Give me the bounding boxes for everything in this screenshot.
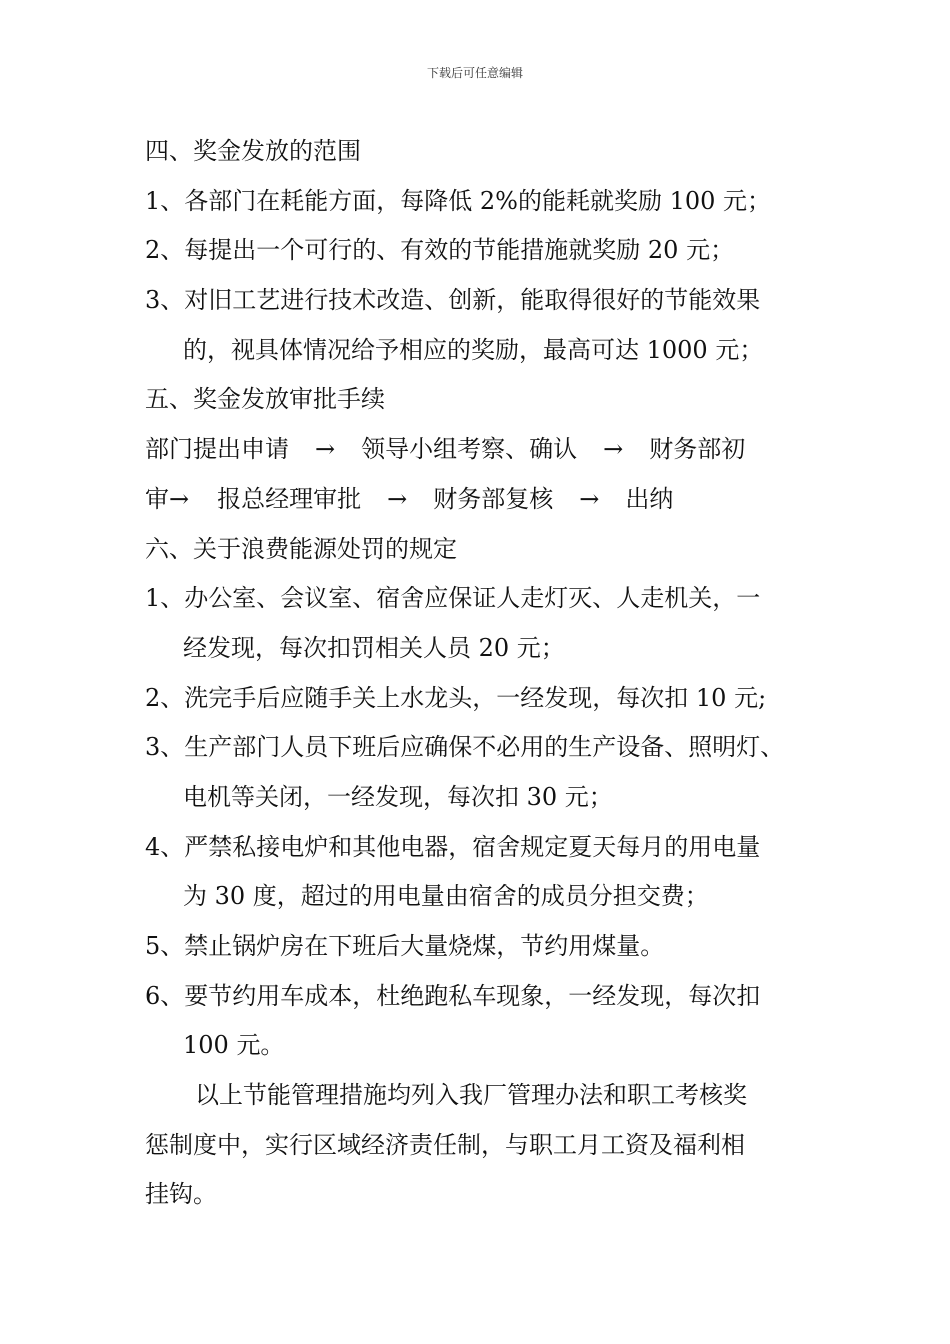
section-4-item-3-line-2: 的，视具体情况给予相应的奖励，最高可达 1000 元；: [183, 335, 764, 364]
flow-step-finance-recheck: 财务部复核: [433, 484, 554, 513]
flow-step-finance-initial-part-1: 财务部初: [649, 435, 746, 464]
section-4-title: 四、奖金发放的范围: [145, 137, 361, 165]
section-6-item-3-line-2: 电机等关闭，一经发现，每次扣 30 元；: [183, 782, 613, 811]
flow-arrow-icon: →: [387, 484, 408, 513]
flow-step-review: 领导小组考察、确认: [361, 435, 578, 464]
section-6-item-2: 2、洗完手后应随手关上水龙头，一经发现，每次扣 10 元;: [145, 683, 767, 712]
section-6-item-3-line-1: 3、生产部门人员下班后应确保不必用的生产设备、照明灯、: [145, 733, 785, 762]
flow-arrow-icon: →: [169, 484, 190, 513]
section-6-item-6-line-2: 100 元。: [183, 1031, 285, 1060]
section-6-title: 六、关于浪费能源处罚的规定: [145, 534, 457, 563]
page-header-note: 下载后可任意编辑: [426, 66, 523, 80]
section-6-item-4-line-2: 为 30 度，超过的用电量由宿舍的成员分担交费；: [183, 882, 709, 911]
flow-arrow-icon: →: [603, 435, 624, 464]
closing-paragraph-line-2: 惩制度中，实行区域经济责任制，与职工月工资及福利相: [145, 1130, 745, 1159]
section-4-item-3-line-1: 3、对旧工艺进行技术改造、创新，能取得很好的节能效果: [145, 286, 761, 315]
section-5-title: 五、奖金发放审批手续: [145, 385, 385, 414]
flow-arrow-icon: →: [315, 435, 336, 464]
section-4-item-2: 2、每提出一个可行的、有效的节能措施就奖励 20 元；: [145, 236, 735, 265]
section-6-item-6-line-1: 6、要节约用车成本，杜绝跑私车现象，一经发现，每次扣: [145, 981, 761, 1010]
section-6-item-4-line-1: 4、严禁私接电炉和其他电器，宿舍规定夏天每月的用电量: [145, 832, 761, 861]
section-6-item-1-line-1: 1、办公室、会议室、宿舍应保证人走灯灭、人走机关，一: [145, 584, 761, 613]
approval-flow-line-2: [145, 475, 825, 525]
document-body: [145, 127, 825, 1220]
flow-step-finance-initial-part-2: 审: [145, 484, 169, 513]
flow-arrow-icon: →: [579, 484, 600, 513]
section-4-item-1: 1、各部门在耗能方面，每降低 2%的能耗就奖励 100 元；: [145, 186, 772, 215]
section-6-item-5: 5、禁止锅炉房在下班后大量烧煤，节约用煤量。: [145, 932, 665, 960]
flow-step-apply: 部门提出申请: [145, 435, 289, 464]
flow-step-cashier: 出纳: [625, 484, 674, 513]
closing-paragraph-line-3: 挂钩。: [145, 1180, 217, 1209]
approval-flow-line-1: [145, 425, 825, 475]
section-6-item-1-line-2: 经发现，每次扣罚相关人员 20 元；: [183, 633, 565, 662]
flow-step-manager-approval: 报总经理审批: [217, 484, 362, 513]
closing-paragraph-line-1: 以上节能管理措施均列入我厂管理办法和职工考核奖: [195, 1081, 747, 1110]
